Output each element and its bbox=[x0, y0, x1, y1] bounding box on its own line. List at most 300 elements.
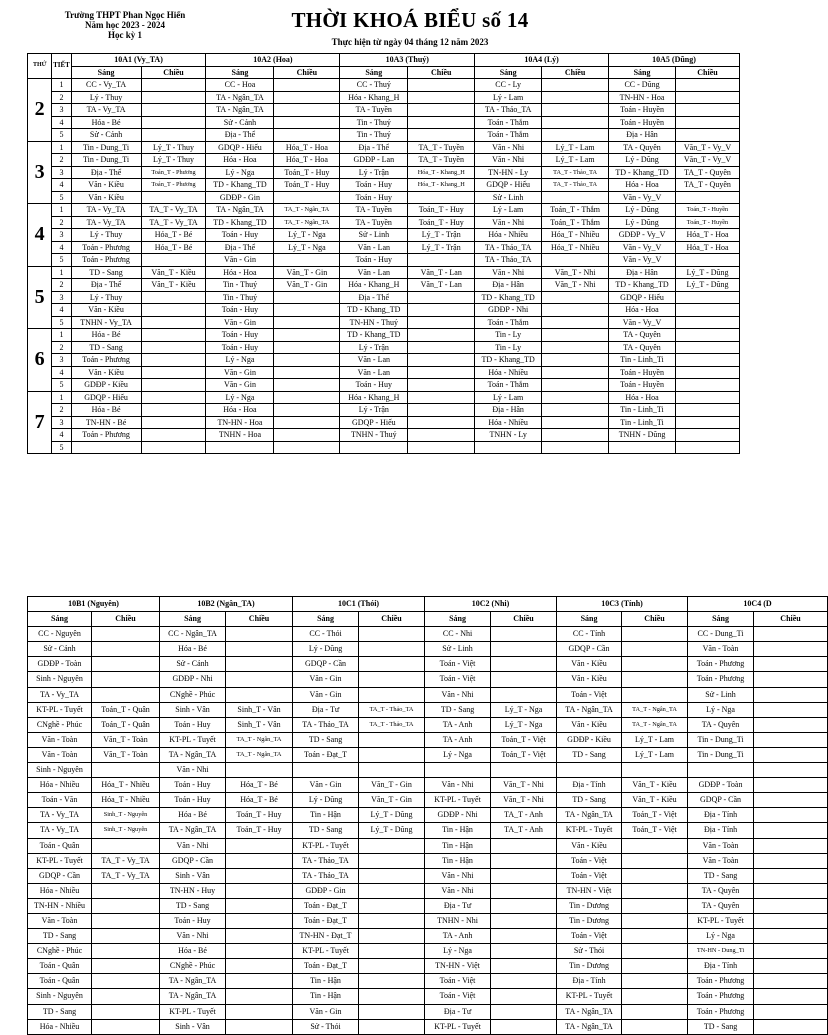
lesson-cell: TD - Sang bbox=[688, 868, 754, 883]
lesson-cell: Lý_T - Nga bbox=[274, 229, 340, 242]
lesson-cell: TA - Tuyền bbox=[340, 204, 408, 217]
lesson-cell: GDQP - Cần bbox=[160, 853, 226, 868]
lesson-cell: Tin - Hận bbox=[425, 823, 491, 838]
lesson-cell: Sử - Linh bbox=[688, 687, 754, 702]
table-row bbox=[28, 687, 828, 702]
lesson-cell: TNHN - Thuý bbox=[340, 429, 408, 442]
lesson-cell bbox=[675, 91, 739, 104]
lesson-cell: Lý - Dũng bbox=[293, 642, 359, 657]
lesson-cell: TD - Khang_TD bbox=[609, 166, 676, 179]
lesson-cell: Văn_T - Nhi bbox=[542, 279, 609, 292]
lesson-cell: Hóa - Hoa bbox=[609, 179, 676, 192]
lesson-cell: TN-HN - Bé bbox=[71, 416, 141, 429]
lesson-cell: Địa - Tính bbox=[557, 974, 622, 989]
class-header: 10A4 (Lý) bbox=[475, 54, 609, 67]
lesson-cell bbox=[141, 191, 206, 204]
table-row bbox=[28, 341, 740, 354]
lesson-cell bbox=[542, 316, 609, 329]
lesson-cell: Hóa_T - Bé bbox=[141, 241, 206, 254]
lesson-cell: GDĐP - Nhi bbox=[475, 304, 542, 317]
lesson-cell: TD - Sang bbox=[293, 823, 359, 838]
lesson-cell bbox=[408, 191, 475, 204]
lesson-cell: Văn_T - Kiều bbox=[141, 279, 206, 292]
lesson-cell: TA - Ngân_TA bbox=[206, 104, 274, 117]
lesson-cell bbox=[141, 316, 206, 329]
day-label: 6 bbox=[28, 329, 52, 392]
lesson-cell bbox=[675, 304, 739, 317]
lesson-cell bbox=[359, 627, 425, 642]
lesson-cell: Văn_T - Gin bbox=[274, 266, 340, 279]
table-row bbox=[28, 944, 828, 959]
lesson-cell: TA - Ngân_TA bbox=[160, 747, 226, 762]
lesson-cell: Toán - Thắm bbox=[475, 116, 542, 129]
lesson-cell bbox=[675, 429, 739, 442]
lesson-cell: Địa - Thể bbox=[340, 291, 408, 304]
lesson-cell bbox=[226, 974, 293, 989]
lesson-cell: TD - Khang_TD bbox=[475, 354, 542, 367]
lesson-cell: Lý_T - Nga bbox=[491, 702, 557, 717]
lesson-cell: TN-HN - Huy bbox=[160, 883, 226, 898]
lesson-cell: TA - Tuyền bbox=[340, 216, 408, 229]
lesson-cell: TN-HN - Việt bbox=[557, 883, 622, 898]
lesson-cell: Hóa - Hoa bbox=[609, 391, 676, 404]
lesson-cell: Toán - Việt bbox=[557, 868, 622, 883]
lesson-cell: TA_T - Tuyền bbox=[408, 154, 475, 167]
table-row bbox=[28, 154, 740, 167]
table-row bbox=[28, 974, 828, 989]
class-header: 10A5 (Dũng) bbox=[609, 54, 740, 67]
lesson-cell: TA - Vy_TA bbox=[71, 104, 141, 117]
lesson-cell: Tin - Thuý bbox=[206, 279, 274, 292]
lesson-cell bbox=[274, 104, 340, 117]
lesson-cell: KT-PL - Tuyết bbox=[28, 702, 92, 717]
lesson-cell: Văn_T - Kiều bbox=[622, 778, 688, 793]
school-header bbox=[60, 10, 190, 40]
lesson-cell-empty bbox=[754, 747, 828, 762]
lesson-cell: Toán - Phương bbox=[71, 429, 141, 442]
lesson-cell bbox=[92, 913, 160, 928]
lesson-cell: TN-HN - Hoa bbox=[206, 416, 274, 429]
lesson-cell: Toán - Huy bbox=[160, 913, 226, 928]
lesson-cell bbox=[226, 868, 293, 883]
lesson-cell: TN-HN - Nhiều bbox=[28, 898, 92, 913]
period-number: 2 bbox=[52, 279, 71, 292]
lesson-cell: TD - Sang bbox=[425, 702, 491, 717]
table-row bbox=[28, 429, 740, 442]
lesson-cell: Văn_T - Kiều bbox=[141, 266, 206, 279]
lesson-cell: Toán - Huy bbox=[206, 229, 274, 242]
table-row bbox=[28, 898, 828, 913]
session-header-morning: Sáng bbox=[557, 612, 622, 627]
period-number: 2 bbox=[52, 341, 71, 354]
lesson-cell: Hóa - Bé bbox=[160, 808, 226, 823]
lesson-cell bbox=[542, 404, 609, 417]
lesson-cell: Toán - Huy bbox=[206, 341, 274, 354]
class-header: 10B1 (Nguyên) bbox=[28, 597, 160, 612]
lesson-cell bbox=[542, 341, 609, 354]
lesson-cell bbox=[141, 254, 206, 267]
lesson-cell: CC - Hoa bbox=[206, 79, 274, 92]
lesson-cell: Văn - Kiều bbox=[71, 304, 141, 317]
lesson-cell: Lý_T - Lam bbox=[622, 747, 688, 762]
lesson-cell bbox=[408, 341, 475, 354]
lesson-cell: Tin - Hận bbox=[425, 838, 491, 853]
lesson-cell: Tin - Dương bbox=[557, 898, 622, 913]
session-header-afternoon: Chiều bbox=[408, 66, 475, 79]
lesson-cell: TA - Vy_TA bbox=[28, 823, 92, 838]
period-number: 4 bbox=[52, 241, 71, 254]
lesson-cell: Văn_T - Lan bbox=[408, 279, 475, 292]
lesson-cell: TNHN - Vy_TA bbox=[71, 316, 141, 329]
lesson-cell: Hóa_T - Bé bbox=[226, 778, 293, 793]
lesson-cell: Lý_T - Trận bbox=[408, 229, 475, 242]
lesson-cell bbox=[622, 642, 688, 657]
lesson-cell: TNHN - Hoa bbox=[206, 429, 274, 442]
lesson-cell-empty bbox=[754, 838, 828, 853]
lesson-cell bbox=[274, 416, 340, 429]
lesson-cell bbox=[274, 254, 340, 267]
period-number: 5 bbox=[52, 129, 71, 142]
lesson-cell: Sinh - Vân bbox=[160, 1019, 226, 1034]
lesson-cell: Toán_T - Thắm bbox=[542, 204, 609, 217]
lesson-cell-empty bbox=[754, 717, 828, 732]
lesson-cell: Toán - Huy bbox=[340, 379, 408, 392]
lesson-cell: Toán_T - Huy bbox=[274, 179, 340, 192]
lesson-cell: Toán - Phương bbox=[71, 354, 141, 367]
page-subtitle: Thực hiện từ ngày 04 tháng 12 năm 2023 bbox=[331, 37, 489, 47]
lesson-cell bbox=[408, 79, 475, 92]
session-header-morning: Sáng bbox=[340, 66, 408, 79]
class-header: 10C1 (Thói) bbox=[293, 597, 425, 612]
lesson-cell: Văn_T - Nhi bbox=[542, 266, 609, 279]
lesson-cell: Toán_T - Việt bbox=[622, 823, 688, 838]
lesson-cell-empty bbox=[754, 687, 828, 702]
lesson-cell bbox=[141, 366, 206, 379]
lesson-cell-empty bbox=[754, 642, 828, 657]
lesson-cell: Văn_T - Kiều bbox=[622, 793, 688, 808]
lesson-cell: Tin - Ly bbox=[475, 329, 542, 342]
lesson-cell: TNHN - Ly bbox=[475, 429, 542, 442]
period-number: 1 bbox=[52, 204, 71, 217]
lesson-cell: Văn - Lan bbox=[340, 266, 408, 279]
lesson-cell bbox=[92, 657, 160, 672]
lesson-cell: Toán_T - Huyền bbox=[675, 204, 739, 217]
period-number: 5 bbox=[52, 316, 71, 329]
class-header: 10C3 (Tính) bbox=[557, 597, 688, 612]
lesson-cell: Sinh_T - Vân bbox=[226, 717, 293, 732]
lesson-cell: Toán_T - Huy bbox=[274, 166, 340, 179]
lesson-cell: TA - Vy_TA bbox=[28, 687, 92, 702]
lesson-cell: Lý_T - Dũng bbox=[359, 808, 425, 823]
col-header-thu: THỨ bbox=[28, 54, 52, 79]
lesson-cell: Địa - Hân bbox=[475, 404, 542, 417]
lesson-cell: Toán - Thắm bbox=[475, 379, 542, 392]
lesson-cell: KT-PL - Tuyết bbox=[293, 944, 359, 959]
lesson-cell: TA - Ngân_TA bbox=[160, 989, 226, 1004]
lesson-cell-empty bbox=[754, 898, 828, 913]
lesson-cell: TA - Quyên bbox=[609, 329, 676, 342]
lesson-cell: TA - Vy_TA bbox=[28, 808, 92, 823]
lesson-cell: Văn - Gin bbox=[293, 687, 359, 702]
lesson-cell: Văn - Nhi bbox=[425, 868, 491, 883]
lesson-cell: Lý - Dũng bbox=[293, 793, 359, 808]
lesson-cell bbox=[675, 341, 739, 354]
lesson-cell-empty bbox=[754, 778, 828, 793]
lesson-cell bbox=[622, 913, 688, 928]
lesson-cell bbox=[359, 672, 425, 687]
lesson-cell bbox=[408, 366, 475, 379]
lesson-cell: Lý - Dũng bbox=[609, 204, 676, 217]
lesson-cell: GDQP - Cần bbox=[293, 657, 359, 672]
lesson-cell bbox=[675, 391, 739, 404]
lesson-cell: Địa - Hân bbox=[609, 129, 676, 142]
lesson-cell bbox=[359, 883, 425, 898]
lesson-cell: TD - Sang bbox=[688, 1019, 754, 1034]
lesson-cell bbox=[675, 366, 739, 379]
lesson-cell bbox=[359, 913, 425, 928]
lesson-cell bbox=[359, 944, 425, 959]
lesson-cell-empty bbox=[754, 868, 828, 883]
lesson-cell bbox=[688, 763, 754, 778]
table-row bbox=[28, 179, 740, 192]
lesson-cell: Lý_T - Dũng bbox=[359, 823, 425, 838]
session-header-afternoon: Chiều bbox=[491, 612, 557, 627]
class-header: 10A2 (Hoa) bbox=[206, 54, 340, 67]
lesson-cell: Văn - Nhi bbox=[425, 883, 491, 898]
lesson-cell: Văn_T - Gin bbox=[359, 793, 425, 808]
lesson-cell bbox=[675, 104, 739, 117]
lesson-cell bbox=[675, 79, 739, 92]
lesson-cell bbox=[226, 627, 293, 642]
lesson-cell: Văn - Kiều bbox=[557, 657, 622, 672]
period-number: 1 bbox=[52, 266, 71, 279]
class-header: 10C4 (D bbox=[688, 597, 828, 612]
lesson-cell bbox=[542, 379, 609, 392]
lesson-cell: TA - Ngân_TA bbox=[557, 808, 622, 823]
lesson-cell bbox=[408, 329, 475, 342]
lesson-cell bbox=[226, 838, 293, 853]
lesson-cell bbox=[359, 1019, 425, 1034]
lesson-cell bbox=[274, 91, 340, 104]
lesson-cell bbox=[141, 429, 206, 442]
lesson-cell: Văn - Gin bbox=[206, 316, 274, 329]
lesson-cell-empty bbox=[754, 702, 828, 717]
lesson-cell bbox=[359, 732, 425, 747]
lesson-cell bbox=[359, 642, 425, 657]
lesson-cell: Toán - Thắm bbox=[475, 129, 542, 142]
lesson-cell bbox=[359, 1004, 425, 1019]
table-row bbox=[28, 1019, 828, 1034]
lesson-cell bbox=[408, 379, 475, 392]
day-label: 2 bbox=[28, 79, 52, 142]
lesson-cell: Tin - Linh_Ti bbox=[609, 354, 676, 367]
lesson-cell: KT-PL - Tuyết bbox=[425, 793, 491, 808]
lesson-cell: KT-PL - Tuyết bbox=[557, 823, 622, 838]
lesson-cell bbox=[675, 191, 739, 204]
lesson-cell: CC - Ly bbox=[475, 79, 542, 92]
lesson-cell: TA - Quyên bbox=[688, 898, 754, 913]
lesson-cell: Lý_T - Thuy bbox=[141, 154, 206, 167]
lesson-cell: Địa - Thể bbox=[340, 141, 408, 154]
lesson-cell bbox=[491, 929, 557, 944]
lesson-cell: TA_T - Vy_TA bbox=[141, 216, 206, 229]
lesson-cell bbox=[622, 838, 688, 853]
lesson-cell bbox=[408, 429, 475, 442]
lesson-cell: TN-HN - Thuý bbox=[340, 316, 408, 329]
lesson-cell bbox=[92, 929, 160, 944]
lesson-cell: Lý_T - Nga bbox=[491, 717, 557, 732]
table-row bbox=[28, 141, 740, 154]
table-row bbox=[28, 702, 828, 717]
lesson-cell: GDQP - Cần bbox=[557, 642, 622, 657]
table-row bbox=[28, 129, 740, 142]
lesson-cell: TN-HN - Dung_Ti bbox=[688, 944, 754, 959]
session-header-afternoon: Chiều bbox=[622, 612, 688, 627]
lesson-cell: Toán_T - Huy bbox=[226, 823, 293, 838]
lesson-cell: Văn - Nhi bbox=[475, 154, 542, 167]
table-row bbox=[28, 354, 740, 367]
lesson-cell bbox=[491, 1004, 557, 1019]
lesson-cell bbox=[359, 929, 425, 944]
lesson-cell: Văn - Vy_V bbox=[609, 191, 676, 204]
lesson-cell bbox=[226, 853, 293, 868]
lesson-cell bbox=[274, 391, 340, 404]
lesson-cell bbox=[141, 104, 206, 117]
period-number: 5 bbox=[52, 379, 71, 392]
lesson-cell: TA_T - Ngân_TA bbox=[622, 717, 688, 732]
lesson-cell: CC - Nguyên bbox=[28, 627, 92, 642]
lesson-cell: TA - Thảo_TA bbox=[475, 254, 542, 267]
lesson-cell bbox=[675, 441, 739, 454]
lesson-cell bbox=[226, 672, 293, 687]
lesson-cell-empty bbox=[754, 732, 828, 747]
lesson-cell bbox=[408, 104, 475, 117]
lesson-cell: Toán_T - Phương bbox=[141, 179, 206, 192]
lesson-cell: Hóa - Nhiều bbox=[28, 883, 92, 898]
table-row bbox=[28, 266, 740, 279]
lesson-cell: Toán - Huy bbox=[340, 179, 408, 192]
lesson-cell-empty bbox=[754, 793, 828, 808]
lesson-cell: Hóa - Hoa bbox=[609, 304, 676, 317]
lesson-cell: CNghề - Phúc bbox=[28, 944, 92, 959]
lesson-cell: TNHN - Dũng bbox=[609, 429, 676, 442]
lesson-cell-empty bbox=[754, 627, 828, 642]
lesson-cell bbox=[274, 116, 340, 129]
lesson-cell bbox=[226, 687, 293, 702]
lesson-cell: Toán_T - Thắm bbox=[542, 216, 609, 229]
lesson-cell: Hóa_T - Khang_H bbox=[408, 179, 475, 192]
lesson-cell: Toán - Đạt_T bbox=[293, 747, 359, 762]
lesson-cell: Văn - Vy_V bbox=[609, 316, 676, 329]
lesson-cell bbox=[491, 763, 557, 778]
lesson-cell bbox=[226, 1019, 293, 1034]
lesson-cell: Lý - Lam bbox=[475, 204, 542, 217]
lesson-cell: Toán - Huy bbox=[340, 191, 408, 204]
lesson-cell: Toán - Phương bbox=[71, 254, 141, 267]
lesson-cell: TD - Sang bbox=[557, 793, 622, 808]
lesson-cell: TA - Ngân_TA bbox=[557, 702, 622, 717]
lesson-cell: Văn - Gin bbox=[293, 1004, 359, 1019]
lesson-cell: TD - Khang_TD bbox=[206, 216, 274, 229]
lesson-cell bbox=[542, 254, 609, 267]
lesson-cell: TA - Quyên bbox=[609, 341, 676, 354]
lesson-cell bbox=[274, 441, 340, 454]
session-header-afternoon: Chiều bbox=[754, 612, 828, 627]
lesson-cell: Hóa_T - Bé bbox=[141, 229, 206, 242]
lesson-cell: TA - Ngân_TA bbox=[160, 823, 226, 838]
lesson-cell bbox=[226, 642, 293, 657]
lesson-cell bbox=[206, 441, 274, 454]
lesson-cell: Sử - Cảnh bbox=[160, 657, 226, 672]
lesson-cell: Lý - Dũng bbox=[609, 154, 676, 167]
lesson-cell: Địa - Hân bbox=[475, 279, 542, 292]
lesson-cell bbox=[675, 354, 739, 367]
table-row bbox=[28, 204, 740, 217]
lesson-cell bbox=[274, 316, 340, 329]
day-label: 5 bbox=[28, 266, 52, 329]
lesson-cell bbox=[609, 441, 676, 454]
lesson-cell: Tin - Hận bbox=[293, 974, 359, 989]
table-row bbox=[28, 627, 828, 642]
lesson-cell bbox=[491, 959, 557, 974]
lesson-cell bbox=[542, 366, 609, 379]
lesson-cell bbox=[491, 642, 557, 657]
lesson-cell-empty bbox=[754, 672, 828, 687]
lesson-cell bbox=[542, 354, 609, 367]
table-row bbox=[28, 316, 740, 329]
lesson-cell: Toán - Phương bbox=[688, 989, 754, 1004]
lesson-cell: Địa - Tư bbox=[293, 702, 359, 717]
lesson-cell: CC - Vy_TA bbox=[71, 79, 141, 92]
lesson-cell bbox=[622, 657, 688, 672]
lesson-cell bbox=[675, 379, 739, 392]
lesson-cell bbox=[92, 838, 160, 853]
lesson-cell: TA_T - Quyên bbox=[675, 179, 739, 192]
session-header-morning: Sáng bbox=[28, 612, 92, 627]
lesson-cell: Toán - Việt bbox=[557, 853, 622, 868]
lesson-cell: Hóa_T - Nhiều bbox=[92, 793, 160, 808]
lesson-cell bbox=[542, 391, 609, 404]
lesson-cell: TA - Ngân_TA bbox=[206, 204, 274, 217]
lesson-cell bbox=[622, 1004, 688, 1019]
lesson-cell: Toán - Huy bbox=[340, 254, 408, 267]
lesson-cell: CC - Tính bbox=[557, 627, 622, 642]
lesson-cell: GDQP - Hiếu bbox=[609, 291, 676, 304]
lesson-cell: Văn - Toàn bbox=[28, 913, 92, 928]
table-row bbox=[28, 441, 740, 454]
lesson-cell: Địa - Tính bbox=[688, 959, 754, 974]
lesson-cell: GDQP - Cần bbox=[28, 868, 92, 883]
lesson-cell bbox=[92, 642, 160, 657]
lesson-cell bbox=[141, 91, 206, 104]
table-row bbox=[28, 304, 740, 317]
lesson-cell: Địa - Thể bbox=[206, 241, 274, 254]
lesson-cell: Hóa - Nhiều bbox=[28, 1019, 92, 1034]
period-number: 2 bbox=[52, 404, 71, 417]
lesson-cell bbox=[622, 959, 688, 974]
lesson-cell: Tin - Hận bbox=[425, 853, 491, 868]
lesson-cell: Toán - Phương bbox=[688, 1004, 754, 1019]
lesson-cell: Lý_T - Trận bbox=[408, 241, 475, 254]
lesson-cell: TN-HN - Đạt_T bbox=[293, 929, 359, 944]
lesson-cell bbox=[226, 929, 293, 944]
lesson-cell: Lý - Lam bbox=[475, 91, 542, 104]
period-number: 2 bbox=[52, 216, 71, 229]
lesson-cell: Toán - Huyền bbox=[609, 379, 676, 392]
lesson-cell: Văn - Kiều bbox=[71, 366, 141, 379]
lesson-cell bbox=[226, 898, 293, 913]
lesson-cell bbox=[359, 657, 425, 672]
